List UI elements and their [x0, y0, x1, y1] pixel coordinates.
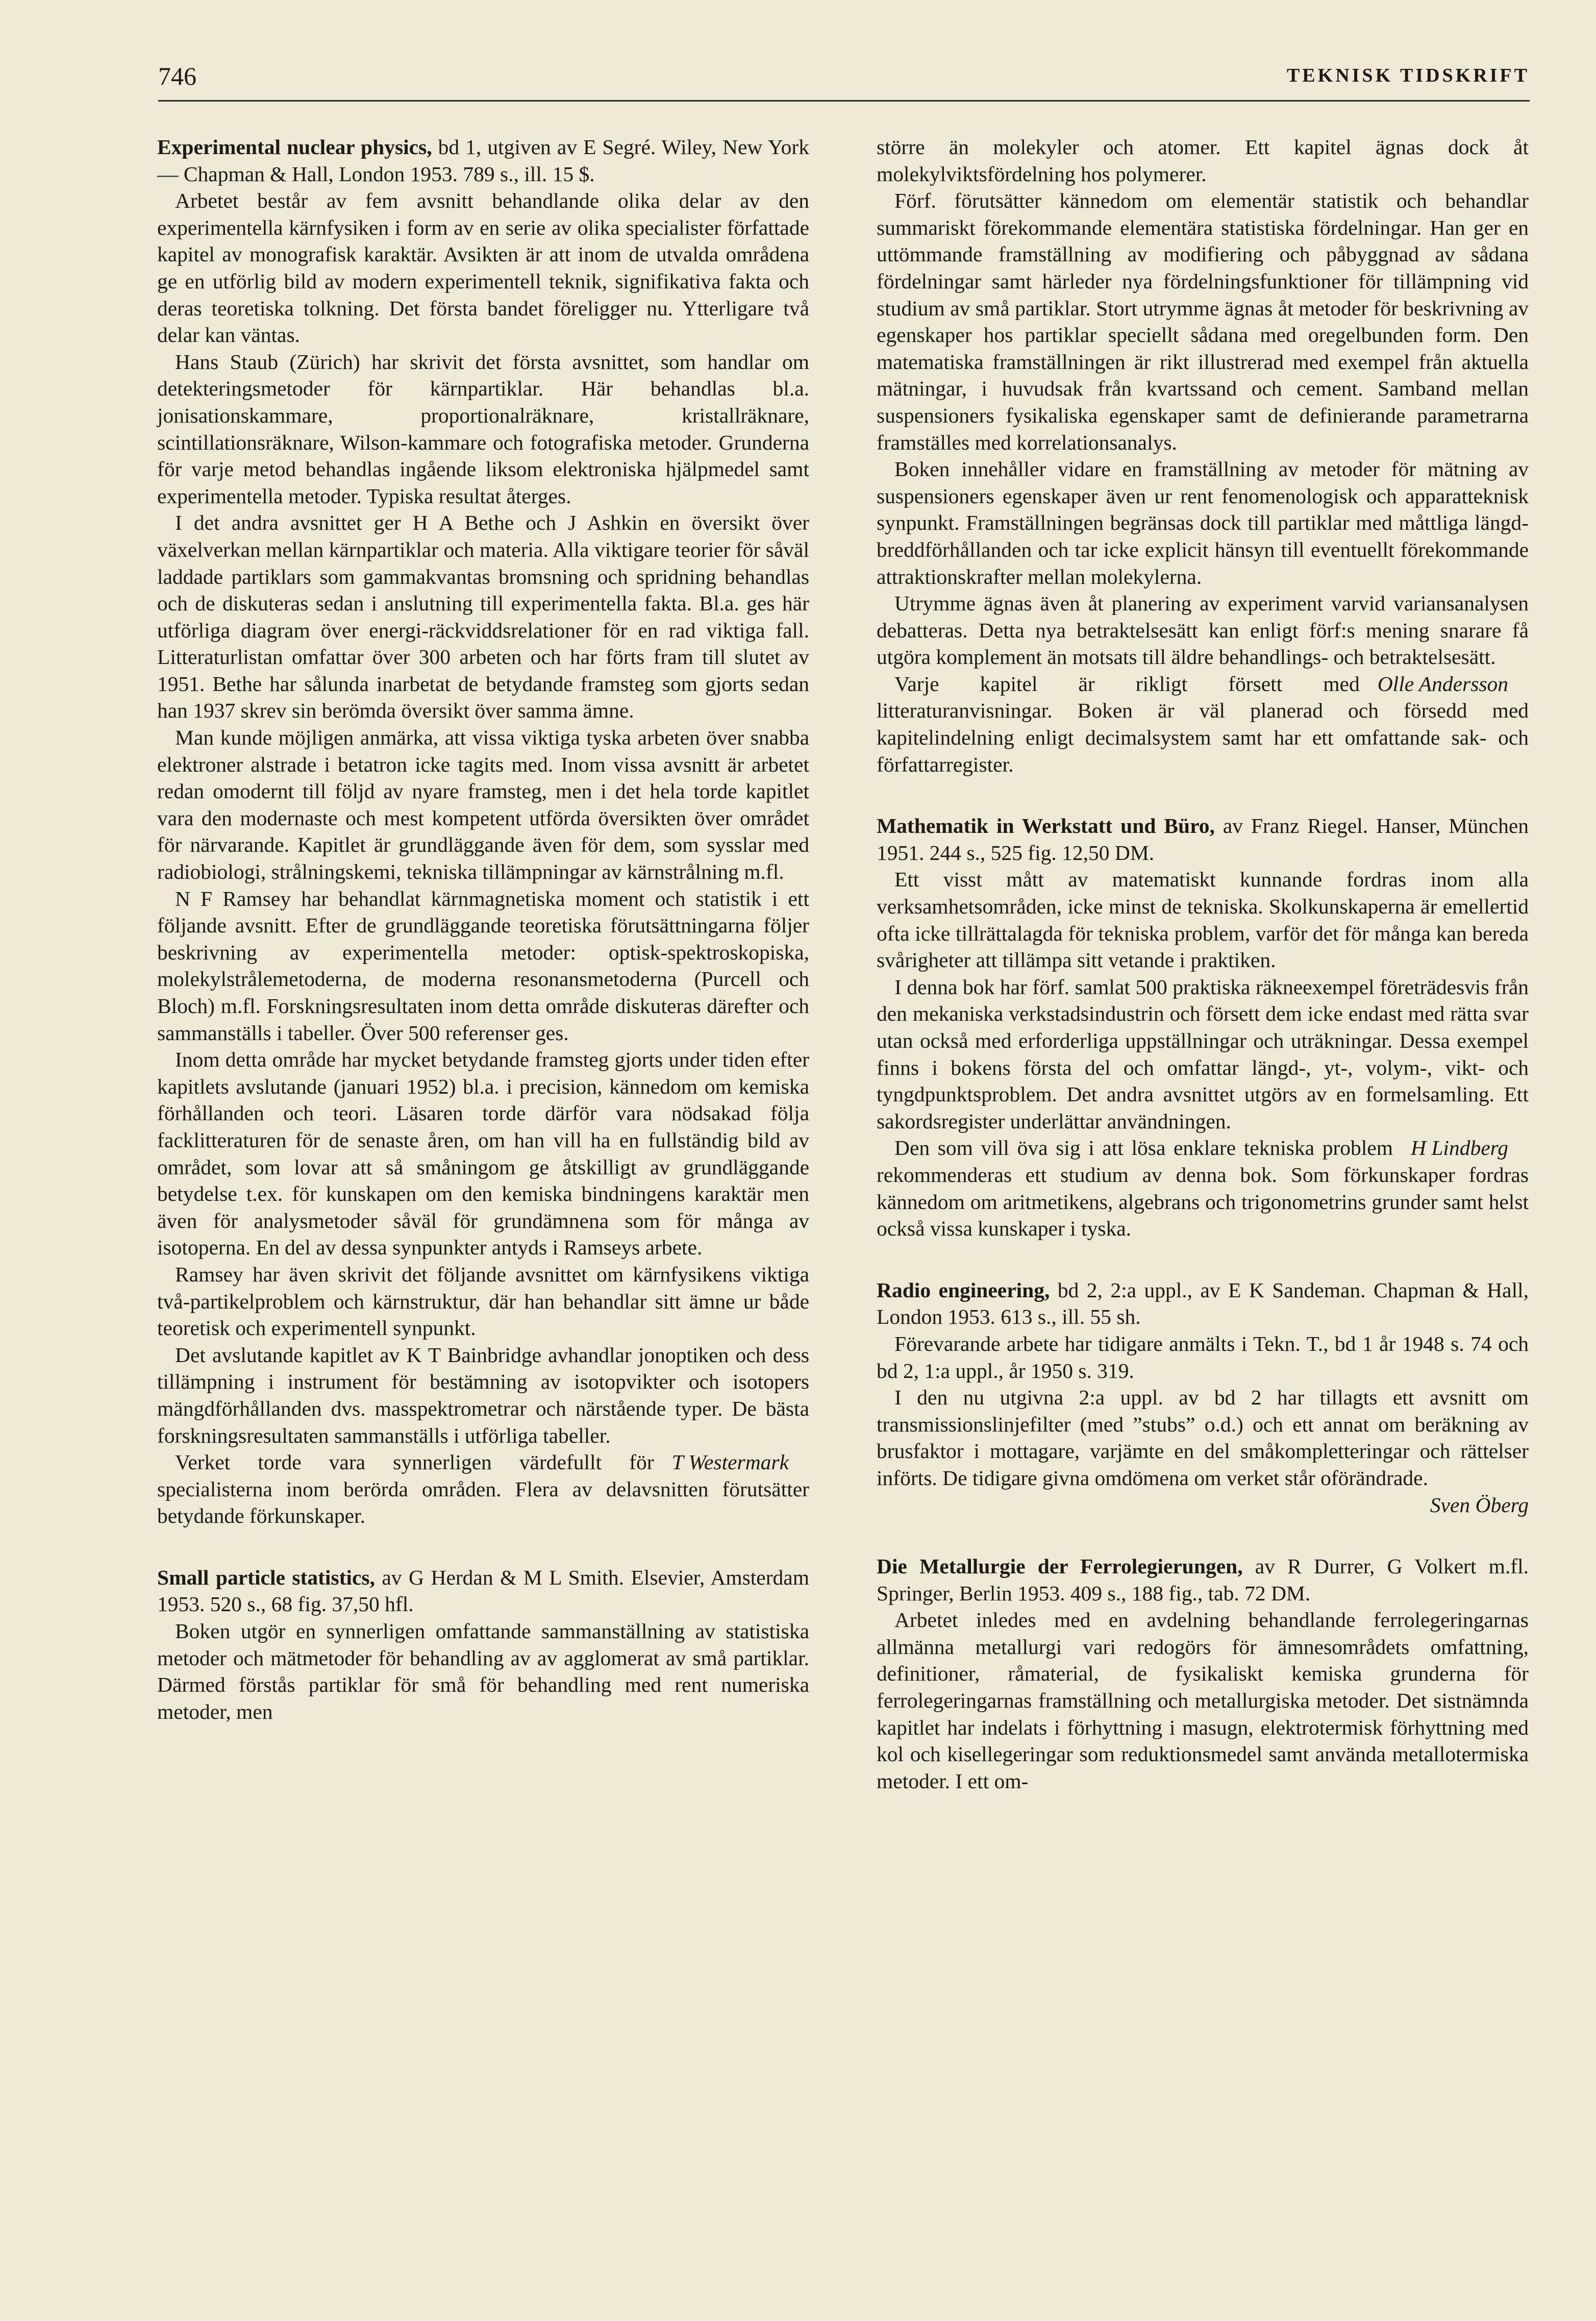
review-paragraph: Boken innehåller vidare en framställning av metoder för mätning av suspensioners egenskaper även ur rent fenomenologisk och apparatteknisk synpunkt. Framställningen begränsas dock till partiklar med måttliga längd-breddförhållanden och tar icke explicit hänsyn till eventuellt förekommande attraktionskrafter mellan molekylerna.: [877, 457, 1529, 588]
section-gap: [877, 1242, 1529, 1277]
review-paragraph: Ramsey har även skrivit det följande avsnittet om kärnfysikens viktiga två-partikelproblem och kärnstruktur, där han behandlar sitt ämne ur både teoretisk och experimentell synpunkt.: [157, 1262, 809, 1340]
book-title: Die Metallurgie der Ferrolegierungen,: [877, 1554, 1243, 1578]
book-citation: bd 2, 2:a uppl., av E K Sandeman. Chapman & Hall, London 1953. 613 s., ill. 55 sh.: [877, 1278, 1529, 1329]
book-citation: av Franz Riegel. Hanser, München 1951. 244 s., 525 fig. 12,50 DM.: [877, 814, 1529, 865]
book-title: Experimental nuclear physics,: [157, 135, 432, 159]
review-paragraph: Man kunde möjligen anmärka, att vissa viktiga tyska arbeten över snabba elektroner alstrade i betatron icke tagits med. Inom vissa avsnitt är arbetet redan omodernt till följd av nyare framsteg, men i det hela torde kapitlet vara den modernaste och mest kompetent utförda översikten över området för närvarande. Kapitlet är grundläggande även för dem, som sysslar med radiobiologi, strålningskemi, tekniska tillämpningar av kärnstrålning m.fl.: [157, 726, 809, 884]
book-citation: av R Durrer, G Volkert m.fl. Springer, Berlin 1953. 409 s., 188 fig., tab. 72 DM.: [877, 1554, 1529, 1605]
review-paragraph: Hans Staub (Zürich) har skrivit det första avsnittet, som handlar om detekteringsmetoder för kärnpartiklar. Här behandlas bl.a. jonisationskammare, proportionalräknare, kristallräknare, scintillationsräknare, Wilson-kammare och fotografiska metoder. Grunderna för varje metod behandlas ingående liksom elektroniska hjälpmedel samt experimentella metoder. Typiska resultat återges.: [157, 350, 809, 508]
review-paragraph: Arbetet inledes med en avdelning behandlande ferrolegeringarnas allmänna metallurgi vari redogörs för ämnesområdets omfattning, definitioner, råmaterial, de fysikaliskt kemiska grunderna för ferrolegeringarnas framställning och metallurgiska metoder. Det sistnämnda kapitlet har indelats i förhyttning i masugn, elektrotermisk förhyttning med kol och kisellegeringar som reduktionsmedel samt använda metallotermiska metoder. I ett om-: [877, 1608, 1529, 1793]
review-paragraph: Inom detta område har mycket betydande framsteg gjorts under tiden efter kapitlets avslutande (januari 1952) bl.a. i precision, kännedom om kemiska förhållanden och teori. Läsaren torde därför vara nödsakad följa facklitteraturen för de senaste åren, om han vill ha en fullständig bild av området, som lovar att så småningom ge åtskilligt av grundläggande betydelse t.ex. för kunskapen om den kemiska bindningens karaktär men även för analysmetoder såväl för grundämnena som för många av isotoperna. En del av dessa synpunkter antyds i Ramseys arbete.: [157, 1048, 809, 1260]
review-paragraph: H Lindberg Den som vill öva sig i att lösa enklare tekniska problem rekommenderas ett studium av denna bok. Som förkunskaper fordras kännedom om aritmetikens, algebrans och trigonometrins grunder samt helst också vissa kunskaper i tyska.: [877, 1134, 1529, 1242]
review-heading: [877, 812, 1529, 866]
journal-title: TEKNISK TIDSKRIFT: [1286, 65, 1530, 86]
review-heading: [877, 1277, 1529, 1330]
review-paragraph: I den nu utgivna 2:a uppl. av bd 2 har tillagts ett avsnitt om transmissionslinjefilter (med ”stubs” o.d.) och ett annat om beräkning av brusfaktor i mottagare, varjämte en del småkompletteringar och rättelser införts. De tidigare givna omdömena om verket står oförändrade.: [877, 1386, 1529, 1490]
reviewer-signature: H Lindberg: [1411, 1136, 1508, 1160]
page-header: [158, 61, 1530, 102]
review-paragraph: större än molekyler och atomer. Ett kapitel ägnas dock åt molekylviktsfördelning hos polymerer.: [877, 135, 1529, 186]
left-column: [157, 134, 809, 1725]
reviewer-signature: T Westermark: [671, 1450, 789, 1474]
reviewer-signature: Olle Andersson: [1377, 672, 1508, 696]
review-paragraph: Förevarande arbete har tidigare anmälts i Tekn. T., bd 1 år 1948 s. 74 och bd 2, 1:a uppl., år 1950 s. 319.: [877, 1331, 1529, 1382]
reviewer-signature: Sven Öberg: [1430, 1493, 1529, 1517]
book-title: Radio engineering,: [877, 1278, 1050, 1302]
review-paragraph: Det avslutande kapitlet av K T Bainbridge avhandlar jonoptiken och dess tillämpning i instrument för bestämning av isotopvikter och isotopers mängdförhållanden dvs. masspektrometrar och närstående typer. De bästa forskningsresultaten sammanställs i utförliga tabeller.: [157, 1343, 809, 1447]
review-paragraph: I denna bok har förf. samlat 500 praktiska räkneexempel företrädesvis från den mekaniska verkstadsindustrin och försett dem icke endast med rätta svar utan också med erforderliga uppställningar och uträkningar. Dessa exempel finns i bokens första del och omfattar längd-, yt-, volym-, vikt- och tyngdpunktsproblem. Det andra avsnittet utgörs av en formelsamling. Ett sakordsregister underlättar användningen.: [877, 975, 1529, 1133]
review-paragraph: N F Ramsey har behandlat kärnmagnetiska moment och statistik i ett följande avsnitt. Efter de grundläggande teoretiska förutsättningarna följer beskrivning av experimentella metoder: optisk-spektroskopiska, molekylstrålemetoderna, de moderna resonansmetoderna (Purcell och Bloch) m.fl. Forskningsresultaten inom detta område diskuteras därefter och sammanställs i tabeller. Över 500 referenser ges.: [157, 886, 809, 1045]
review-paragraph: Arbetet består av fem avsnitt behandlande olika delar av den experimentella kärnfysiken i form av en serie av olika specialister författade kapitel av monografisk karaktär. Avsikten är att inom de utvalda områdena ge en utförlig bild av modern experimentell teknik, signifikativa fakta och deras teoretiska tolkning. Det första bandet föreligger nu. Ytterligare två delar kan väntas.: [157, 189, 809, 347]
section-gap: [157, 1529, 809, 1564]
book-title: Small particle statistics,: [157, 1565, 375, 1589]
review-paragraph: Olle Andersson Varje kapitel är rikligt försett med litteraturanvisningar. Boken är väl planerad och försedd med kapitelindelning enligt decimalsystem samt har ett omfattande sak- och författarregister.: [877, 671, 1529, 778]
review-heading: [877, 1553, 1529, 1607]
review-paragraph: Boken utgör en synnerligen omfattande sammanställning av statistiska metoder och mätmetoder för behandling av av agglomerat av små partiklar. Därmed förstås partiklar för små för behandling med rent numeriska metoder, men: [157, 1619, 809, 1723]
book-title: Mathematik in Werkstatt und Büro,: [877, 814, 1215, 838]
review-paragraph: Utrymme ägnas även åt planering av experiment varvid variansanalysen debatteras. Detta nya betraktelsesätt kan enligt förf:s mening snarare få utgöra komplement än motsats till äldre behandlings- och betraktelsesätt.: [877, 591, 1529, 669]
review-paragraph: T Westermark Verket torde vara synnerligen värdefullt för specialisterna inom berörda områden. Flera av delavsnitten förutsätter betydande förkunskaper.: [157, 1449, 809, 1529]
book-citation: bd 1, utgiven av E Segré. Wiley, New York — Chapman & Hall, London 1953. 789 s., ill. 15 $.: [157, 135, 809, 186]
review-heading: [157, 1564, 809, 1618]
review-heading: [157, 134, 809, 187]
review-paragraph: I det andra avsnittet ger H A Bethe och J Ashkin en översikt över växelverkan mellan kärnpartiklar och materia. Alla viktigare teorier för såväl laddade partiklars som gammakvantas bromsning och spridning behandlas och de diskuteras sedan i anslutning till experimentella fakta. Bl.a. ges här utförliga diagram över energi-räckviddsrelationer för en rad viktiga fall. Litteraturlistan omfattar över 300 arbeten och har förts fram till slutet av 1951. Bethe har sålunda inarbetat de betydande framsteg som gjorts sedan han 1937 skrev sin berömda översikt över samma ämne.: [157, 511, 809, 723]
review-paragraph: Förf. förutsätter kännedom om elementär statistik och behandlar summariskt förekommande elementära statistiska fördelningar. Han ger en uttömmande framställning av modifiering och påbyggnad av sådana fördelningar samt härleder nya fördelningsfunktioner för tillämpning vid studium av små partiklar. Stort utrymme ägnas åt metoder för beskrivning av egenskaper hos partiklar speciellt sådana med oregelbunden form. Den matematiska framställningen är rikt illustrerad med exempel från aktuella mätningar, i huvudsak från kvartssand och cement. Samband mellan suspensioners fysikaliska egenskaper samt de definierande parametrarna framställes med korrelationsanalys.: [877, 189, 1529, 454]
review-paragraph: Ett visst mått av matematiskt kunnande fordras inom alla verksamhetsområden, icke minst de tekniska. Skolkunskaperna är emellertid ofta icke tillrättalagda för tekniska problem, varför det för många kan bereda svårigheter att tillämpa sitt vetande i praktiken.: [877, 868, 1529, 972]
book-citation: av G Herdan & M L Smith. Elsevier, Amsterdam 1953. 520 s., 68 fig. 37,50 hfl.: [157, 1565, 809, 1616]
right-column: [877, 134, 1529, 1794]
section-gap: [877, 778, 1529, 812]
section-gap: [877, 1518, 1529, 1553]
page-number: 746: [158, 62, 196, 90]
header-rule: [158, 100, 1530, 102]
